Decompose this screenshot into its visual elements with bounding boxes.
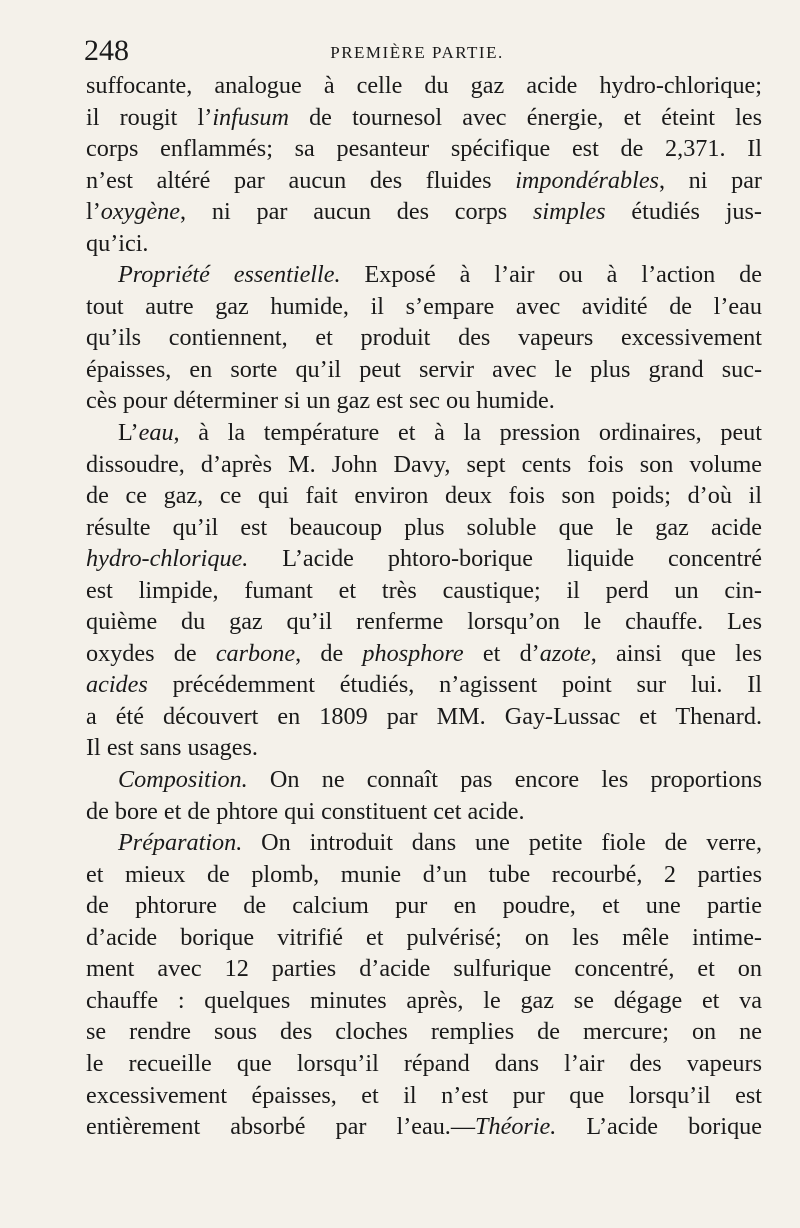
text-line xyxy=(86,859,762,891)
text-line xyxy=(86,606,762,638)
text-run: de phtorure de calcium pur en poudre, et une partie xyxy=(86,892,762,920)
text-run: d’acide borique vitrifié et pulvérisé; on les mêle intime- xyxy=(86,923,762,951)
text-line xyxy=(86,512,762,544)
text-run: de tournesol avec énergie, et éteint les xyxy=(288,103,762,131)
text-run: qu’ici. xyxy=(86,229,149,257)
italic-text-run: Préparation. xyxy=(118,829,243,857)
text-run: tout autre gaz humide, il s’empare avec avidité de l’eau xyxy=(86,292,762,320)
italic-text-run: carbone xyxy=(215,639,296,667)
text-line xyxy=(86,732,762,764)
text-line xyxy=(86,1048,762,1080)
text-run: L’ xyxy=(118,419,139,447)
text-line xyxy=(86,259,762,291)
text-line xyxy=(86,449,762,481)
italic-text-run: infusum xyxy=(212,103,289,131)
text-run: , à la température et à la pression ordinaires, peut xyxy=(173,419,762,447)
text-run: excessivement épaisses, et il n’est pur que lorsqu’il est xyxy=(86,1081,762,1109)
text-run: oxydes de xyxy=(86,639,216,667)
text-run: Il est sans usages. xyxy=(86,734,258,762)
italic-text-run: impondérables xyxy=(515,166,659,194)
text-run: , ainsi que les xyxy=(590,639,762,667)
text-line xyxy=(86,890,762,922)
text-line xyxy=(86,638,762,670)
text-run: On ne connaît pas encore les proportions xyxy=(247,766,762,794)
text-line xyxy=(86,669,762,701)
text-run: L’acide borique xyxy=(556,1113,762,1141)
text-line xyxy=(86,165,762,197)
text-run: qu’ils contiennent, et produit des vapeurs excessivement xyxy=(86,324,762,352)
italic-text-run: Propriété essentielle. xyxy=(118,261,341,289)
text-line xyxy=(86,1016,762,1048)
italic-text-run: oxygène xyxy=(100,198,181,226)
page-header xyxy=(84,34,750,70)
text-run: et d’ xyxy=(463,639,540,667)
text-run: suffocante, analogue à celle du gaz acide hydro-chlorique; xyxy=(86,72,762,99)
page-number: 248 xyxy=(84,34,129,67)
body-text xyxy=(86,70,762,1143)
text-line xyxy=(86,228,762,260)
text-run: résulte qu’il est beaucoup plus soluble que le gaz acide xyxy=(86,513,762,541)
italic-text-run: azote xyxy=(539,639,591,667)
text-run: de ce gaz, ce qui fait environ deux fois son poids; d’où il xyxy=(86,482,762,510)
text-line xyxy=(86,385,762,417)
text-line xyxy=(86,575,762,607)
text-run: l’ xyxy=(86,198,101,226)
text-run: n’est altéré par aucun des fluides xyxy=(86,166,516,194)
text-run: entièrement absorbé par l’eau.— xyxy=(86,1113,476,1141)
text-line xyxy=(86,796,762,828)
text-run: précédemment étudiés, n’agissent point sur lui. Il xyxy=(147,671,762,699)
text-line xyxy=(86,827,762,859)
text-line xyxy=(86,417,762,449)
text-line xyxy=(86,480,762,512)
text-run: On introduit dans une petite fiole de verre, xyxy=(242,829,762,857)
text-line xyxy=(86,133,762,165)
text-line xyxy=(86,1080,762,1112)
text-line xyxy=(86,1111,762,1143)
italic-text-run: eau xyxy=(138,419,174,447)
text-run: dissoudre, d’après M. John Davy, sept cents fois son volume xyxy=(86,450,762,478)
italic-text-run: hydro-chlorique. xyxy=(86,545,249,573)
text-run: étudiés jus- xyxy=(605,198,762,226)
text-run: corps enflammés; sa pesanteur spécifique est de 2,371. Il xyxy=(86,135,762,163)
text-line xyxy=(86,322,762,354)
text-line xyxy=(86,985,762,1017)
text-line xyxy=(86,701,762,733)
text-run: et mieux de plomb, munie d’un tube recourbé, 2 parties xyxy=(86,860,762,888)
text-run: L’acide phtoro-borique liquide concentré xyxy=(248,545,762,573)
italic-text-run: Théorie. xyxy=(475,1113,557,1141)
text-run: quième du gaz qu’il renferme lorsqu’on le chauffe. Les xyxy=(86,608,762,636)
text-line xyxy=(86,922,762,954)
text-run: chauffe : quelques minutes après, le gaz se dégage et va xyxy=(86,986,762,1014)
italic-text-run: Composition. xyxy=(118,766,248,794)
text-run: de bore et de phtore qui constituent cet acide. xyxy=(86,797,525,825)
text-run: épaisses, en sorte qu’il peut servir avec le plus grand suc- xyxy=(86,355,762,383)
text-run: , ni par aucun des corps xyxy=(180,198,534,226)
text-line xyxy=(86,543,762,575)
text-run: il rougit l’ xyxy=(86,103,213,131)
text-run: cès pour déterminer si un gaz est sec ou humide. xyxy=(86,387,555,415)
text-run: se rendre sous des cloches remplies de mercure; on ne xyxy=(86,1018,762,1046)
text-line xyxy=(86,291,762,323)
text-run: , de xyxy=(295,639,363,667)
text-run: le recueille que lorsqu’il répand dans l’air des vapeurs xyxy=(86,1049,762,1077)
italic-text-run: acides xyxy=(86,671,148,699)
italic-text-run: simples xyxy=(533,198,606,226)
text-line xyxy=(86,196,762,228)
text-run: , ni par xyxy=(658,166,762,194)
text-run: Exposé à l’air ou à l’action de xyxy=(340,261,763,289)
text-run: est limpide, fumant et très caustique; il perd un cin- xyxy=(86,576,762,604)
running-title: PREMIÈRE PARTIE. xyxy=(330,43,504,62)
text-run: ment avec 12 parties d’acide sulfurique concentré, et on xyxy=(86,955,762,983)
text-line xyxy=(86,953,762,985)
text-run: a été découvert en 1809 par MM. Gay-Lussac et Thenard. xyxy=(86,702,762,730)
italic-text-run: phosphore xyxy=(362,639,464,667)
text-line xyxy=(86,70,762,102)
text-line xyxy=(86,764,762,796)
text-line xyxy=(86,354,762,386)
text-line xyxy=(86,102,762,134)
